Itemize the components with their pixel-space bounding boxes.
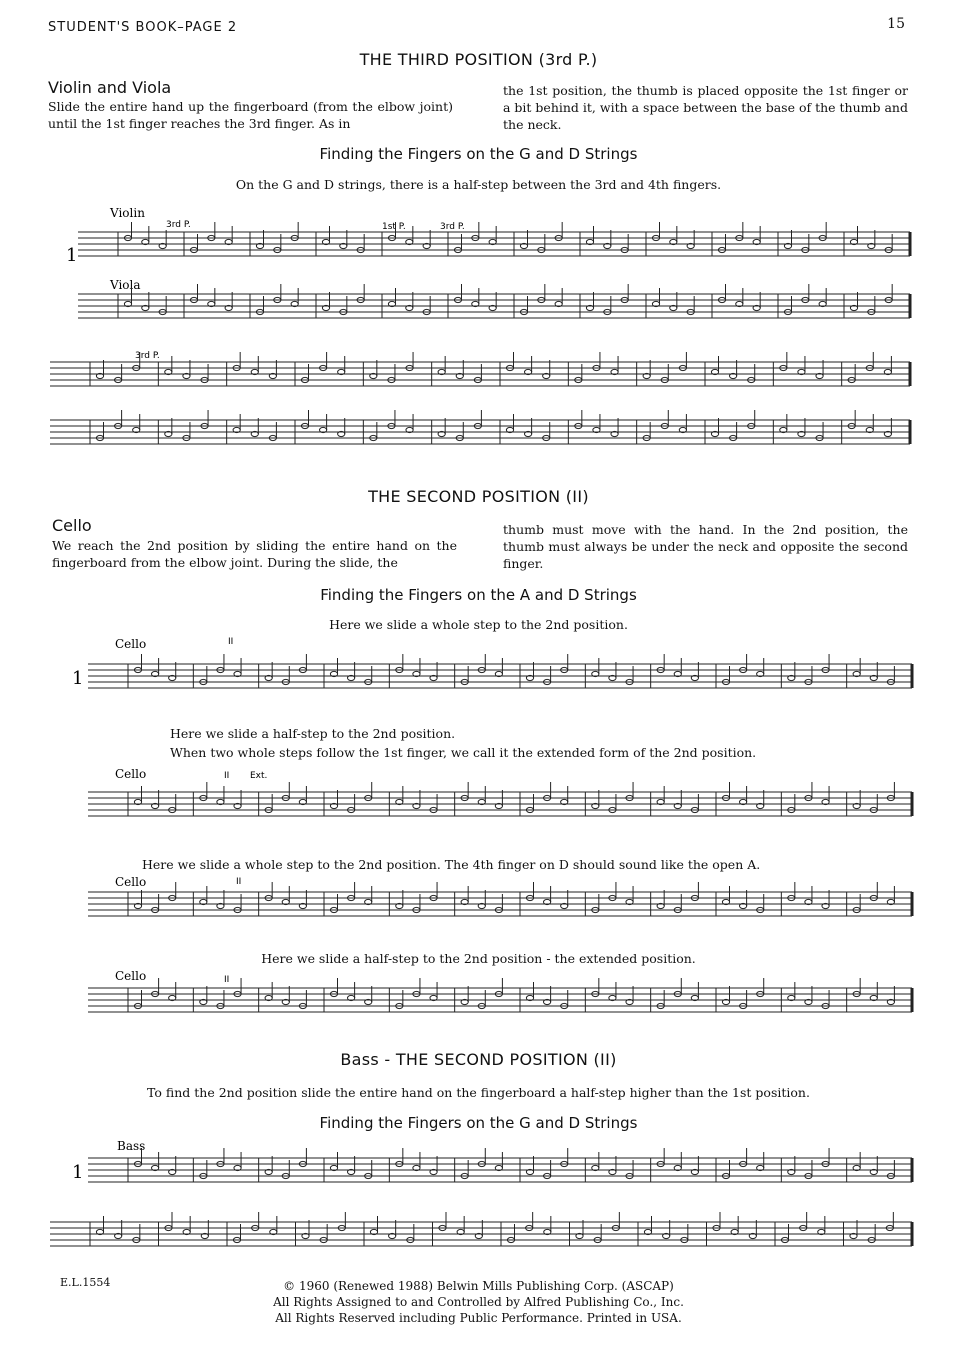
third-position-title: THE THIRD POSITION (3rd P.) bbox=[359, 50, 598, 69]
ext-mark: Ext. bbox=[250, 771, 268, 781]
third-position-text-left: Slide the entire hand up the fingerboard (from the elbow joint) until the 1st finger reaches the 3rd finger. As in bbox=[48, 99, 453, 131]
bass-staff-2 bbox=[50, 1212, 912, 1246]
pos-mark-4: II bbox=[224, 975, 230, 985]
cello-instruction-4: Here we slide a half-step to the 2nd position - the extended position. bbox=[261, 951, 696, 966]
first-p-mark: 1st P. bbox=[382, 222, 406, 232]
violin-viola-system-2 bbox=[0, 340, 957, 470]
pos-mark-2: II bbox=[224, 771, 230, 781]
copyright-block bbox=[0, 1278, 957, 1326]
cello-label-3: Cello bbox=[115, 875, 147, 889]
book-page-label: STUDENT'S BOOK–PAGE 2 bbox=[48, 20, 238, 35]
second-position-title: THE SECOND POSITION (II) bbox=[368, 487, 589, 506]
third-position-text-right: the 1st position, the thumb is placed opposite the 1st finger or a bit behind it, with a space between the base of the thumb and the neck. bbox=[503, 83, 908, 132]
violin-label: Violin bbox=[110, 206, 145, 220]
cello-staff-3 bbox=[88, 882, 912, 916]
bass-second-position-title: Bass - THE SECOND POSITION (II) bbox=[340, 1050, 617, 1069]
viola-label: Viola bbox=[110, 278, 141, 292]
cello-instruction-2b: When two whole steps follow the 1st finger, we call it the extended form of the 2nd position. bbox=[170, 745, 757, 760]
copyright-line-3: All Rights Reserved including Public Performance. Printed in USA. bbox=[275, 1311, 682, 1325]
cello-exercise-4 bbox=[0, 968, 957, 1048]
cello-staff-4 bbox=[88, 978, 912, 1012]
line-number: 1 bbox=[66, 245, 78, 266]
bass-label: Bass bbox=[117, 1139, 146, 1153]
violin-viola-heading: Violin and Viola bbox=[48, 78, 172, 97]
bass-staff-1 bbox=[88, 1148, 912, 1182]
half-step-instruction: On the G and D strings, there is a half-step between the 3rd and 4th fingers. bbox=[235, 177, 722, 192]
violin-viola-system-1 bbox=[0, 205, 957, 345]
bass-line-number: 1 bbox=[72, 1162, 84, 1183]
pos-mark-1: II bbox=[228, 637, 234, 647]
bass-instruction: To find the 2nd position slide the entire hand on the fingerboard a half-step higher than the 1st position. bbox=[147, 1085, 810, 1100]
copyright-line-1: © 1960 (Renewed 1988) Belwin Mills Publishing Corp. (ASCAP) bbox=[283, 1279, 674, 1293]
cello-label-2: Cello bbox=[115, 767, 147, 781]
bass-system-1 bbox=[0, 1134, 957, 1204]
second-position-text-right: thumb must move with the hand. In the 2nd position, the thumb must always be under the neck and opposite the second finger. bbox=[503, 522, 908, 571]
cello-exercise-3 bbox=[0, 872, 957, 950]
cello-label-1: Cello bbox=[115, 637, 147, 651]
cello-heading: Cello bbox=[52, 516, 92, 535]
viola-staff bbox=[78, 284, 910, 318]
copyright-line-2: All Rights Assigned to and Controlled by Alfred Publishing Co., Inc. bbox=[273, 1295, 684, 1309]
second-position-text-left: We reach the 2nd position by sliding the entire hand on the fingerboard from the elbow joint. During the slide, the bbox=[52, 538, 457, 570]
violin-staff-2 bbox=[50, 352, 910, 386]
cello-line-number: 1 bbox=[72, 668, 84, 689]
cello-label-4: Cello bbox=[115, 969, 147, 983]
violin-staff bbox=[78, 222, 910, 256]
third-p-mark-3: 3rd P. bbox=[135, 351, 160, 361]
cello-instruction-1: Here we slide a whole step to the 2nd position. bbox=[329, 617, 628, 632]
viola-staff-2 bbox=[50, 410, 910, 444]
third-p-mark: 3rd P. bbox=[166, 220, 191, 230]
bass-system-2 bbox=[0, 1200, 957, 1270]
finding-fingers-a-d-title: Finding the Fingers on the A and D Strings bbox=[320, 586, 637, 604]
cello-exercise-2 bbox=[0, 762, 957, 842]
cello-exercise-1 bbox=[0, 632, 957, 712]
cello-instruction-3: Here we slide a whole step to the 2nd position. The 4th finger on D should sound like the open A. bbox=[142, 857, 761, 872]
third-p-mark-2: 3rd P. bbox=[440, 222, 465, 232]
catalog-code: E.L.1554 bbox=[60, 1276, 111, 1289]
bass-finding-title: Finding the Fingers on the G and D Strings bbox=[319, 1114, 638, 1132]
page-number: 15 bbox=[887, 16, 905, 32]
cello-staff-2 bbox=[88, 782, 912, 816]
cello-instruction-2a: Here we slide a half-step to the 2nd position. bbox=[170, 726, 456, 741]
pos-mark-3: II bbox=[236, 877, 242, 887]
cello-staff-1 bbox=[88, 654, 912, 688]
finding-fingers-g-d-title: Finding the Fingers on the G and D Strings bbox=[319, 145, 638, 163]
